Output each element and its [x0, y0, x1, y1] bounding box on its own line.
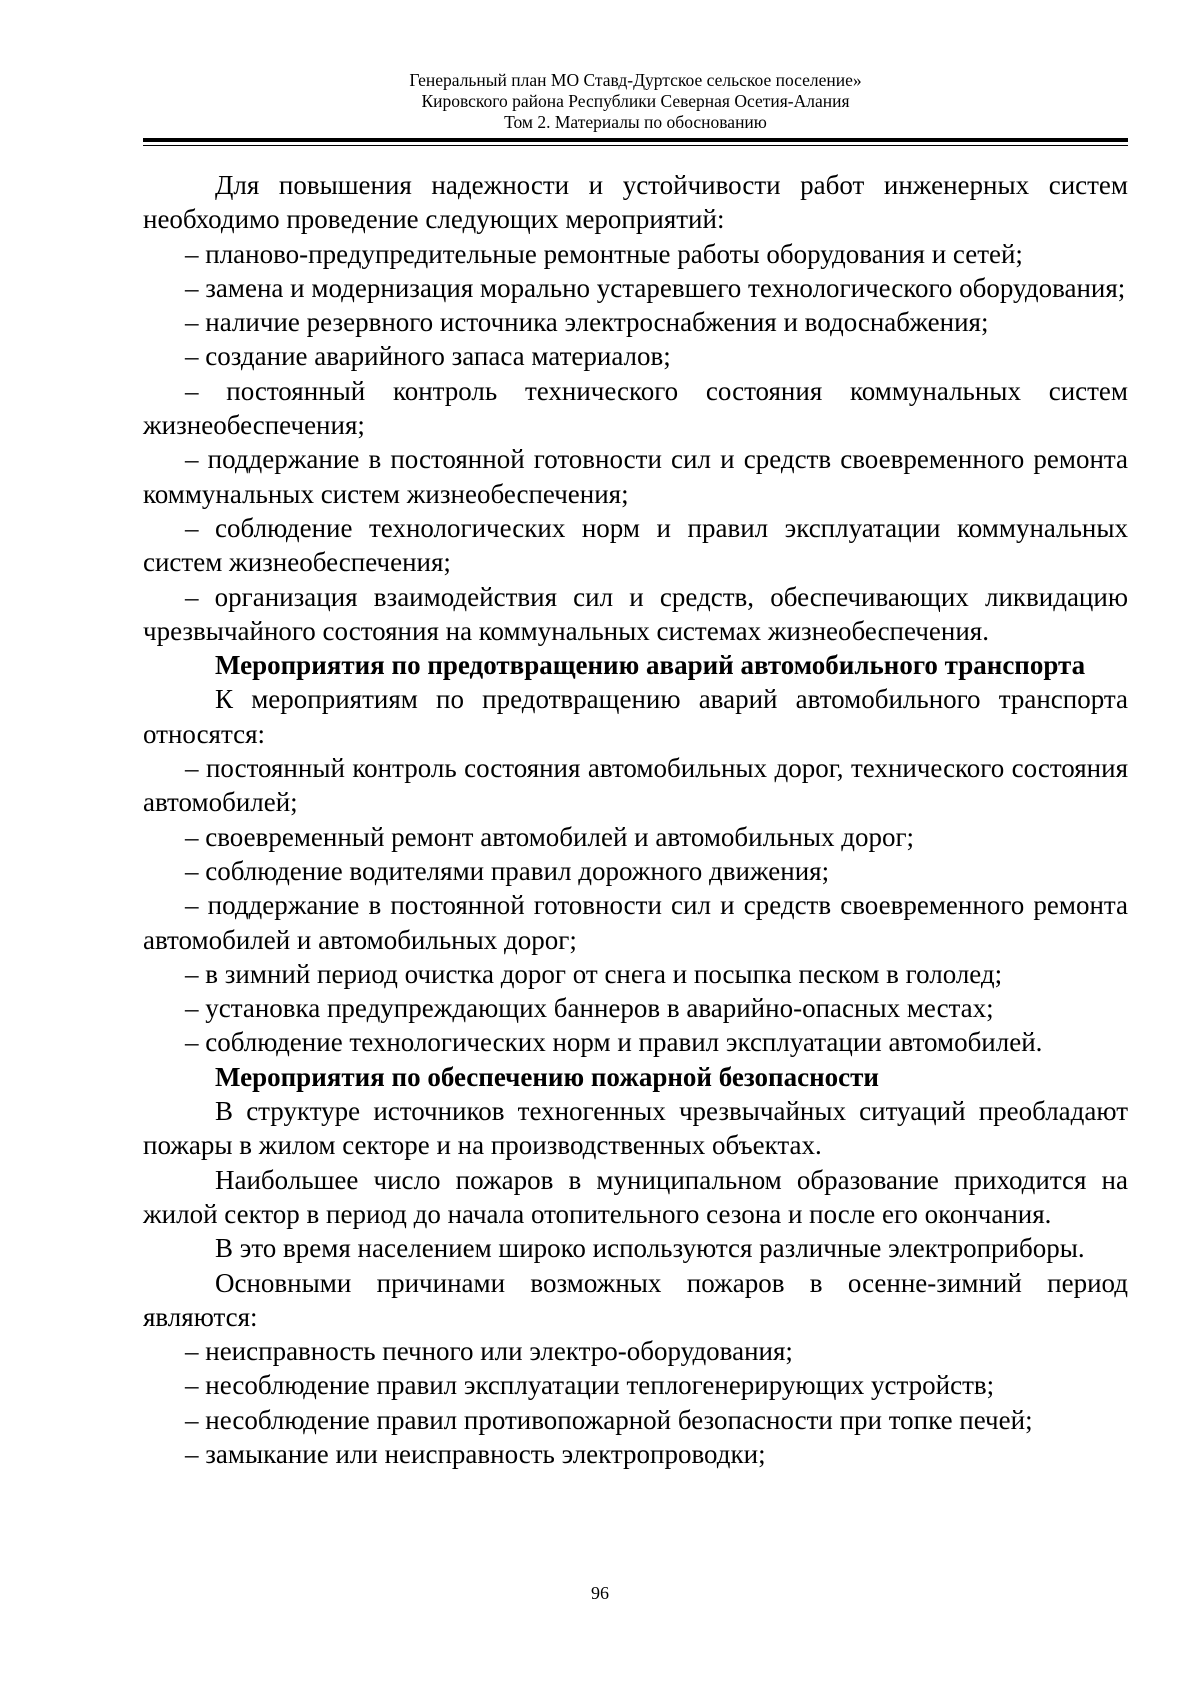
header-rule-thick	[143, 138, 1128, 142]
running-header	[143, 70, 1128, 133]
list-item: – наличие резервного источника электроснабжения и водоснабжения;	[185, 307, 989, 338]
paragraph: К мероприятиям по предотвращению аварий автомобильного транспорта относятся:	[143, 684, 1128, 749]
list-item: – неисправность печного или электро-оборудования;	[185, 1336, 793, 1367]
list-item: – несоблюдение правил эксплуатации теплогенерирующих устройств;	[185, 1370, 995, 1401]
header-line-2: Кировского района Республики Северная Осетия-Алания	[421, 91, 850, 111]
paragraph: Для повышения надежности и устойчивости работ инженерных систем необходимо проведение следующих мероприятий:	[143, 170, 1128, 235]
document-body	[143, 168, 1128, 1471]
list-item: – планово-предупредительные ремонтные работы оборудования и сетей;	[185, 238, 1023, 269]
list-item: – установка предупреждающих баннеров в аварийно-опасных местах;	[185, 993, 994, 1024]
list-item: – в зимний период очистка дорог от снега и посыпка песком в гололед;	[185, 958, 1003, 989]
list-item: – организация взаимодействия сил и средств, обеспечивающих ликвидацию чрезвычайного состояния на коммунальных системах жизнеобеспечения.	[143, 581, 1128, 646]
section-heading: Мероприятия по обеспечению пожарной безопасности	[215, 1061, 879, 1092]
list-item: – несоблюдение правил противопожарной безопасности при топке печей;	[185, 1404, 1033, 1435]
list-item: – постоянный контроль состояния автомобильных дорог, технического состояния автомобилей;	[143, 753, 1128, 818]
list-item: – замыкание или неисправность электропроводки;	[185, 1438, 766, 1469]
page-number: 96	[591, 1583, 609, 1603]
section-heading: Мероприятия по предотвращению аварий автомобильного транспорта	[215, 650, 1086, 681]
header-line-1: Генеральный план МО Ставд-Дуртское сельское поселение»	[409, 70, 862, 90]
list-item: – соблюдение технологических норм и правил эксплуатации коммунальных систем жизнеобеспечения;	[143, 512, 1128, 578]
list-item: – соблюдение технологических норм и правил эксплуатации автомобилей.	[185, 1027, 1043, 1058]
header-rule-thin	[143, 145, 1128, 146]
paragraph: В структуре источников техногенных чрезвычайных ситуаций преобладают пожары в жилом секторе и на производственных объектах.	[143, 1096, 1128, 1161]
paragraph: Основными причинами возможных пожаров в осенне-зимний период являются:	[143, 1267, 1128, 1332]
list-item: – создание аварийного запаса материалов;	[185, 341, 671, 372]
list-item: – постоянный контроль технического состояния коммунальных систем жизнеобеспечения;	[143, 375, 1128, 441]
list-item: – поддержание в постоянной готовности сил и средств своевременного ремонта коммунальных систем жизнеобеспечения;	[143, 444, 1128, 509]
list-item: – поддержание в постоянной готовности сил и средств своевременного ремонта автомобилей и автомобильных дорог;	[143, 890, 1128, 955]
header-line-3: Том 2. Материалы по обоснованию	[504, 112, 767, 132]
list-item: – замена и модернизация морально устаревшего технологического оборудования;	[185, 272, 1126, 303]
paragraph: Наибольшее число пожаров в муниципальном образование приходится на жилой сектор в период до начала отопительного сезона и после его окончания.	[143, 1164, 1128, 1229]
paragraph: В это время населением широко используются различные электроприборы.	[215, 1233, 1085, 1264]
list-item: – соблюдение водителями правил дорожного движения;	[185, 855, 830, 886]
list-item: – своевременный ремонт автомобилей и автомобильных дорог;	[185, 821, 915, 852]
